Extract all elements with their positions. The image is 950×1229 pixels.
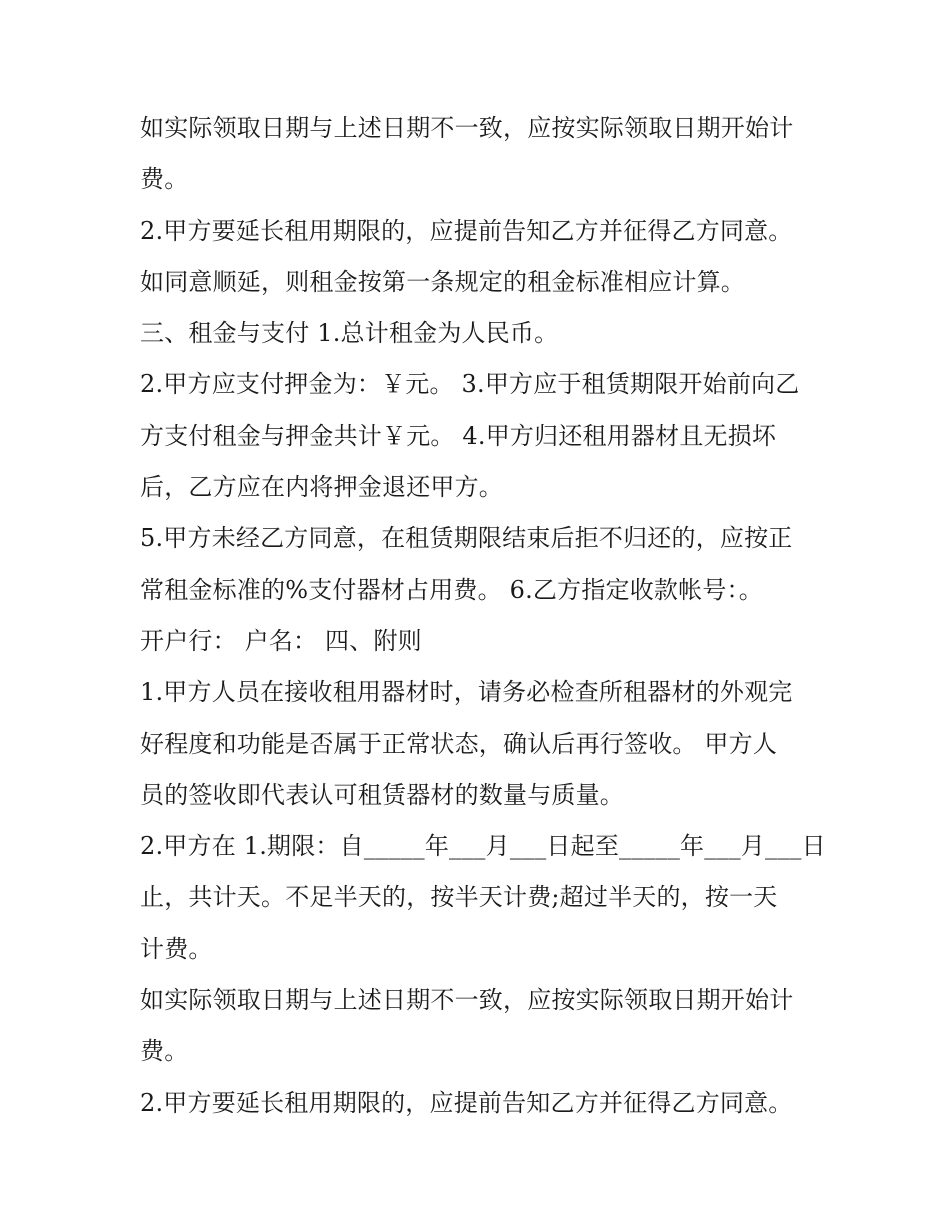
- text-line: 三、租金与支付 1.总计租金为人民币。: [140, 319, 559, 348]
- text-line: 止，共计天。不足半天的，按半天计费;超过半天的，按一天: [140, 883, 778, 912]
- text-line: 2.甲方要延长租用期限的，应提前告知乙方并征得乙方同意。: [140, 216, 793, 245]
- text-line: 费。: [140, 1037, 189, 1066]
- text-line: 2.甲方要延长租用期限的，应提前告知乙方并征得乙方同意。: [140, 1088, 793, 1117]
- text-line: 如同意顺延，则租金按第一条规定的租金标准相应计算。: [140, 267, 745, 296]
- text-line: 1.甲方人员在接收租用器材时，请务必检查所租器材的外观完: [140, 678, 793, 707]
- text-line: 员的签收即代表认可租赁器材的数量与质量。: [140, 780, 624, 809]
- text-line: 2.甲方在 1.期限：自_____年___月___日起至_____年___月___日: [140, 832, 826, 861]
- text-line: 如实际领取日期与上述日期不一致，应按实际领取日期开始计: [140, 986, 794, 1015]
- text-line: 后，乙方应在内将押金退还甲方。: [140, 473, 503, 502]
- text-line: 费。: [140, 165, 189, 194]
- text-line: 计费。: [140, 934, 213, 963]
- text-line: 常租金标准的%支付器材占用费。 6.乙方指定收款帐号：。: [140, 575, 763, 604]
- text-line: 方支付租金与押金共计￥元。 4.甲方归还租用器材且无损坏: [140, 421, 777, 450]
- text-line: 5.甲方未经乙方同意，在租赁期限结束后拒不归还的，应按正: [140, 524, 793, 553]
- text-line: 如实际领取日期与上述日期不一致，应按实际领取日期开始计: [140, 114, 794, 142]
- text-line: 2.甲方应支付押金为：￥元。 3.甲方应于租赁期限开始前向乙: [140, 370, 800, 399]
- text-line: 开户行： 户名： 四、附则: [140, 626, 422, 655]
- document-body: [140, 103, 826, 1129]
- text-line: 好程度和功能是否属于正常状态，确认后再行签收。 甲方人: [140, 729, 778, 758]
